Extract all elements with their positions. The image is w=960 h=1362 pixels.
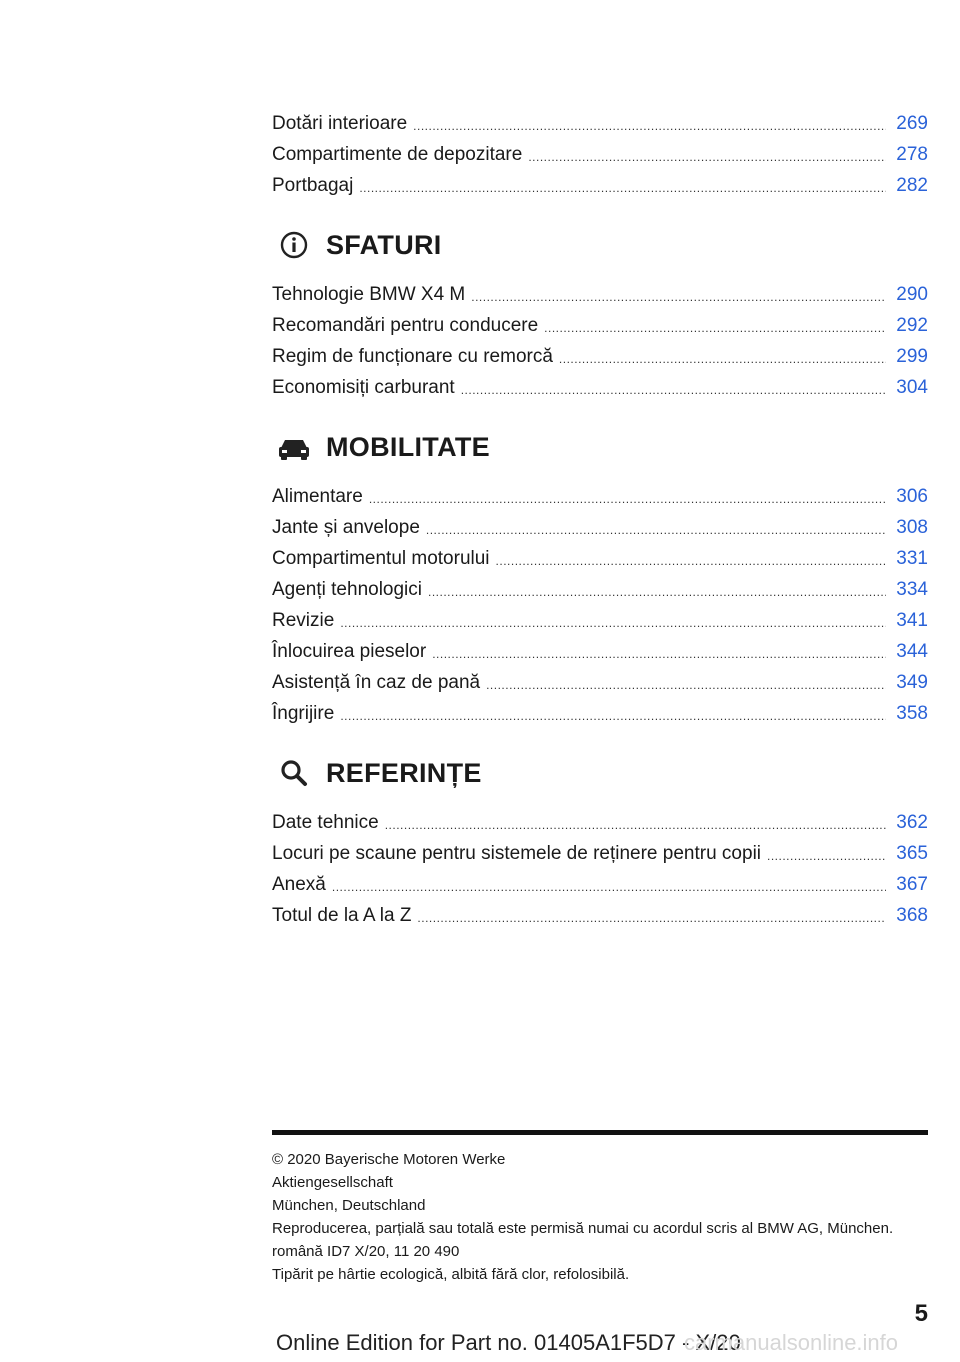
toc-entry-title: Îngrijire	[272, 703, 335, 724]
dot-leader	[486, 676, 886, 694]
toc-entry[interactable]	[272, 539, 928, 570]
dot-leader	[340, 707, 886, 725]
toc-entry[interactable]	[272, 104, 928, 135]
toc-group-mobilitate	[272, 425, 928, 725]
dot-leader	[544, 319, 886, 337]
toc-entry-title: Recomandări pentru conducere	[272, 315, 539, 336]
toc-page-link[interactable]: 290	[896, 284, 928, 305]
toc-entry[interactable]	[272, 135, 928, 166]
toc-entry-title: Tehnologie BMW X4 M	[272, 284, 466, 305]
toc-entry[interactable]	[272, 275, 928, 306]
dot-leader	[417, 909, 886, 927]
toc-entry[interactable]	[272, 570, 928, 601]
dot-leader	[496, 552, 887, 570]
imprint-line: Tipărit pe hârtie ecologică, albită fără clor, refolosibilă.	[272, 1266, 630, 1283]
dot-leader	[559, 350, 886, 368]
toc-entry[interactable]	[272, 306, 928, 337]
section-heading-sfaturi	[272, 223, 928, 267]
toc-group-sfaturi	[272, 223, 928, 399]
toc-entry[interactable]	[272, 632, 928, 663]
toc-entry-title: Anexă	[272, 874, 326, 895]
imprint-line: română ID7 X/20, 11 20 490	[272, 1243, 460, 1260]
dot-leader	[369, 490, 886, 508]
toc-entry-title: Înlocuirea pieselor	[272, 641, 427, 662]
imprint-line: Aktiengesellschaft	[272, 1174, 393, 1191]
section-title: MOBILITATE	[326, 431, 490, 462]
toc-page-link[interactable]: 358	[896, 703, 928, 724]
toc-entry[interactable]	[272, 896, 928, 927]
toc-entry[interactable]	[272, 865, 928, 896]
toc-entry-title: Dotări interioare	[272, 113, 408, 134]
online-edition-footer: Online Edition for Part no. 01405A1F5D7 - X/20	[276, 1330, 741, 1355]
toc-entry[interactable]	[272, 337, 928, 368]
section-title: SFATURI	[326, 229, 442, 260]
toc-entry-title: Revizie	[272, 610, 335, 631]
toc-page-link[interactable]: 278	[896, 144, 928, 165]
watermark: carmanualsonline.info	[684, 1330, 899, 1355]
dot-leader	[413, 117, 886, 135]
table-of-contents	[272, 104, 928, 927]
toc-page-link[interactable]: 368	[896, 905, 928, 926]
dot-leader	[432, 645, 886, 663]
toc-page-link[interactable]: 304	[896, 377, 928, 398]
toc-page-link[interactable]: 334	[896, 579, 928, 600]
toc-page-link[interactable]: 344	[896, 641, 928, 662]
page-number: 5	[914, 1300, 928, 1327]
section-heading-mobilitate	[272, 425, 928, 469]
toc-entry[interactable]	[272, 601, 928, 632]
toc-entry-title: Agenți tehnologici	[272, 579, 422, 600]
toc-group-referinte	[272, 751, 928, 927]
toc-page-link[interactable]: 299	[896, 346, 928, 367]
toc-page-link[interactable]: 341	[896, 610, 928, 631]
dot-leader	[332, 878, 886, 896]
section-title: REFERINȚE	[326, 757, 482, 788]
toc-entry-title: Totul de la A la Z	[272, 905, 412, 926]
search-icon	[274, 753, 314, 793]
toc-entry[interactable]	[272, 834, 928, 865]
toc-page-link[interactable]: 349	[896, 672, 928, 693]
toc-entry-title: Regim de funcționare cu remorcă	[272, 346, 553, 367]
section-heading-referinte	[272, 751, 928, 795]
toc-entry[interactable]	[272, 368, 928, 399]
toc-entry-title: Compartimente de depozitare	[272, 144, 523, 165]
toc-entry-title: Asistență în caz de pană	[272, 672, 481, 693]
toc-page-link[interactable]: 282	[896, 175, 928, 196]
toc-page-link[interactable]: 331	[896, 548, 928, 569]
toc-entry-title: Economisiți carburant	[272, 377, 455, 398]
toc-page-link[interactable]: 306	[896, 486, 928, 507]
toc-entry[interactable]	[272, 663, 928, 694]
toc-entry[interactable]	[272, 508, 928, 539]
toc-entry[interactable]	[272, 477, 928, 508]
imprint-line: Reproducerea, parțială sau totală este permisă numai cu acordul scris al BMW AG, München.	[272, 1220, 894, 1237]
footer-divider	[272, 1130, 928, 1135]
toc-entry[interactable]	[272, 166, 928, 197]
toc-entry-title: Date tehnice	[272, 812, 379, 833]
toc-entry[interactable]	[272, 694, 928, 725]
toc-page-link[interactable]: 292	[896, 315, 928, 336]
toc-entry-title: Locuri pe scaune pentru sistemele de reținere pentru copii	[272, 843, 762, 864]
dot-leader	[471, 288, 886, 306]
dot-leader	[426, 521, 886, 539]
toc-page-link[interactable]: 367	[896, 874, 928, 895]
imprint-line: © 2020 Bayerische Motoren Werke	[272, 1151, 506, 1168]
imprint	[272, 1148, 952, 1286]
dot-leader	[767, 847, 886, 865]
toc-page-link[interactable]: 308	[896, 517, 928, 538]
car-icon	[274, 427, 314, 467]
toc-page-link[interactable]: 365	[896, 843, 928, 864]
toc-entry-title: Alimentare	[272, 486, 363, 507]
toc-entry-title: Portbagaj	[272, 175, 354, 196]
dot-leader	[340, 614, 886, 632]
imprint-line: München, Deutschland	[272, 1197, 426, 1214]
toc-page-link[interactable]: 362	[896, 812, 928, 833]
dot-leader	[359, 179, 886, 197]
dot-leader	[461, 381, 887, 399]
toc-group-interior	[272, 104, 928, 197]
dot-leader	[428, 583, 886, 601]
toc-entry[interactable]	[272, 803, 928, 834]
dot-leader	[385, 816, 887, 834]
dot-leader	[528, 148, 886, 166]
info-circle-icon	[274, 225, 314, 265]
toc-page-link[interactable]: 269	[896, 113, 928, 134]
toc-entry-title: Compartimentul motorului	[272, 548, 490, 569]
toc-entry-title: Jante și anvelope	[272, 517, 420, 538]
